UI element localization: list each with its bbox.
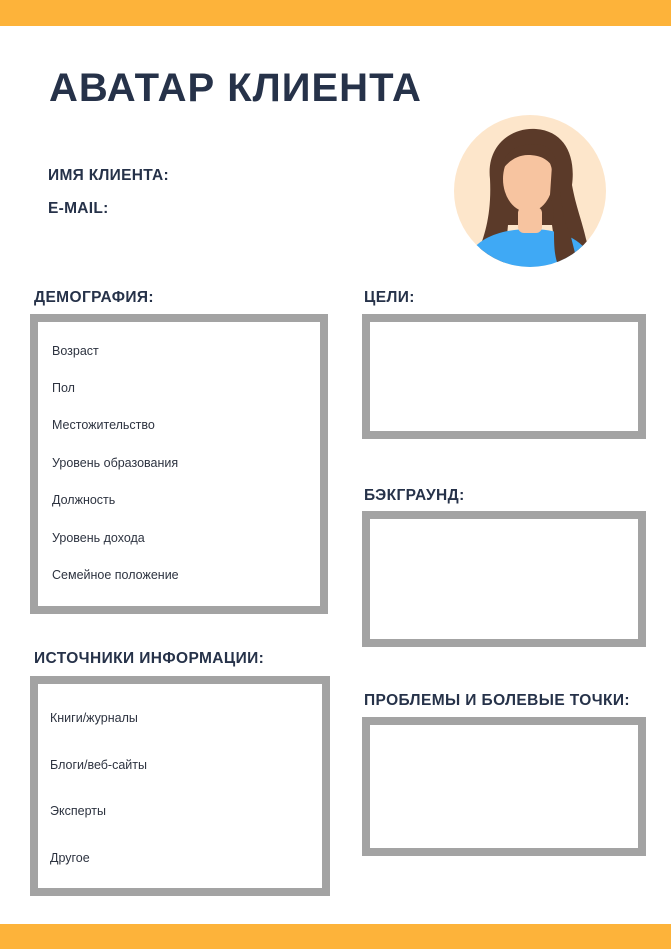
demography-item: Должность: [52, 493, 116, 507]
sources-title: ИСТОЧНИКИ ИНФОРМАЦИИ:: [34, 650, 265, 667]
bottom-accent-bar: [0, 924, 671, 949]
problems-title: ПРОБЛЕМЫ И БОЛЕВЫЕ ТОЧКИ:: [364, 692, 630, 709]
goals-title: ЦЕЛИ:: [364, 289, 415, 306]
problems-box: [362, 717, 646, 856]
page-title: АВАТАР КЛИЕНТА: [49, 66, 422, 110]
demography-item: Уровень образования: [52, 456, 179, 470]
demography-item: Возраст: [52, 344, 99, 358]
background-box: [362, 511, 646, 647]
demography-item: Уровень дохода: [52, 531, 145, 545]
sources-item: Эксперты: [50, 804, 106, 818]
goals-box: [362, 314, 646, 439]
demography-item: Пол: [52, 381, 75, 395]
demography-title: ДЕМОГРАФИЯ:: [34, 289, 154, 306]
sources-item: Книги/журналы: [50, 711, 138, 725]
client-email-label: E-MAIL:: [48, 200, 109, 217]
background-title: БЭКГРАУНД:: [364, 487, 465, 504]
top-accent-bar: [0, 0, 671, 26]
demography-item: Местожительство: [52, 418, 155, 432]
demography-item: Семейное положение: [52, 568, 179, 582]
client-name-label: ИМЯ КЛИЕНТА:: [48, 167, 169, 184]
sources-item: Другое: [50, 851, 90, 865]
sources-item: Блоги/веб-сайты: [50, 758, 147, 772]
woman-avatar-icon: [454, 115, 606, 267]
